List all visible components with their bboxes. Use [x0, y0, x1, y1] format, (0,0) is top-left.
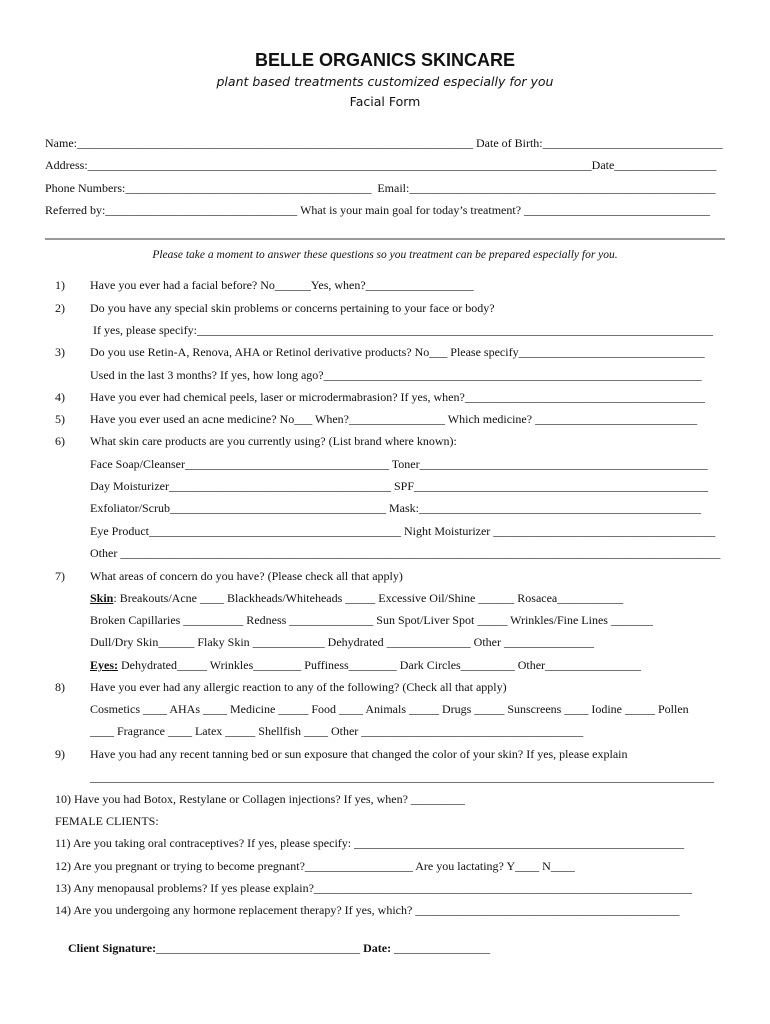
- q6-other[interactable]: Other ____________________________________________________________________________________________________: [90, 546, 721, 560]
- q5-number: 5): [55, 412, 65, 426]
- q4-peels[interactable]: Have you ever had chemical peels, laser or microdermabrasion? If yes, when?________________________________________: [90, 390, 705, 404]
- q2-number: 2): [55, 301, 65, 315]
- q6-exfoliator-mask[interactable]: Exfoliator/Scrub____________________________________ Mask:_______________________________________________: [90, 501, 701, 515]
- q7-concerns: What areas of concern do you have? (Please check all that apply): [90, 569, 403, 583]
- q2-skin-problems: Do you have any special skin problems or concerns pertaining to your face or body?: [90, 301, 495, 315]
- q8-number: 8): [55, 680, 65, 694]
- form-title: Facial Form: [349, 94, 421, 109]
- company-title: BELLE ORGANICS SKINCARE: [254, 50, 515, 70]
- q8-allergies: Have you ever had any allergic reaction to any of the following? (Check all that apply): [90, 680, 507, 694]
- signature-row[interactable]: [68, 941, 490, 955]
- q2-specify-field[interactable]: If yes, please specify:______________________________________________________________________________________: [90, 323, 713, 337]
- q3-how-long-field[interactable]: Used in the last 3 months? If yes, how long ago?_______________________________________________________________: [90, 368, 702, 382]
- q6-number: 6): [55, 434, 65, 448]
- q3-number: 3): [55, 345, 65, 359]
- female-clients-heading: FEMALE CLIENTS:: [55, 814, 159, 828]
- divider: [45, 238, 725, 240]
- referred-goal-fields[interactable]: Referred by:________________________________ What is your main goal for today’s treatment? _______________________________: [45, 203, 711, 217]
- phone-email-fields[interactable]: Phone Numbers:_________________________________________ Email:___________________________________________________: [45, 181, 716, 195]
- q7-skin-row-2[interactable]: Broken Capillaries __________ Redness ______________ Sun Spot/Liver Spot _____ Wrinkles/Fine Lines _______: [90, 613, 653, 627]
- q8-options-1[interactable]: Cosmetics ____ AHAs ____ Medicine _____ Food ____ Animals _____ Drugs _____ Sunscreens ____ Iodine _____ Pollen: [90, 702, 689, 716]
- address-date-fields[interactable]: Address:____________________________________________________________________________________Date_________________: [45, 158, 717, 172]
- instruction-note: Please take a moment to answer these questions so you treatment can be prepared especially for you.: [152, 249, 618, 261]
- q6-products: What skin care products are you currently using? (List brand where known):: [90, 434, 457, 448]
- signature-date-field[interactable]: ________________: [391, 941, 491, 955]
- eyes-options[interactable]: Dehydrated_____ Wrinkles________ Puffiness________ Dark Circles_________ Other________________: [118, 658, 642, 672]
- name-dob-fields[interactable]: Name:__________________________________________________________________ Date of Birth:______________________________: [45, 136, 723, 150]
- skin-label: Skin: [90, 591, 114, 605]
- q1-number: 1): [55, 278, 65, 292]
- q1-facial-before[interactable]: Have you ever had a facial before? No______Yes, when?__________________: [90, 278, 474, 292]
- q3-retinol[interactable]: Do you use Retin-A, Renova, AHA or Retinol derivative products? No___ Please specify_______________________________: [90, 345, 705, 359]
- q6-moisturizer-spf[interactable]: Day Moisturizer_____________________________________ SPF_________________________________________________: [90, 479, 708, 493]
- q9-tanning: Have you had any recent tanning bed or sun exposure that changed the color of your skin? If yes, please explain: [90, 747, 628, 761]
- q7-eyes-row[interactable]: [90, 658, 641, 672]
- q7-skin-row-1[interactable]: [90, 591, 623, 605]
- q11-contraceptives[interactable]: 11) Are you taking oral contraceptives? If yes, please specify: _______________________________________________________: [55, 836, 685, 850]
- q4-number: 4): [55, 390, 65, 404]
- q5-acne-medicine[interactable]: Have you ever used an acne medicine? No___ When?________________ Which medicine? ___________________________: [90, 412, 698, 426]
- q7-number: 7): [55, 569, 65, 583]
- eyes-label: Eyes:: [90, 658, 118, 672]
- q6-eye-night[interactable]: Eye Product__________________________________________ Night Moisturizer _____________________________________: [90, 524, 716, 538]
- signature-label: Client Signature:: [68, 941, 157, 955]
- q9-number: 9): [55, 747, 65, 761]
- q14-hormone-therapy[interactable]: 14) Are you undergoing any hormone replacement therapy? If yes, which? ____________________________________________: [55, 903, 680, 917]
- skin-options-1[interactable]: : Breakouts/Acne ____ Blackheads/Whiteheads _____ Excessive Oil/Shine ______ Rosacea___________: [113, 591, 624, 605]
- tagline: plant based treatments customized especially for you: [216, 74, 554, 89]
- q7-skin-row-3[interactable]: Dull/Dry Skin______ Flaky Skin ____________ Dehydrated ______________ Other _______________: [90, 635, 594, 649]
- q10-botox[interactable]: 10) Have you had Botox, Restylane or Collagen injections? If yes, when? _________: [55, 792, 465, 806]
- q6-cleanser-toner[interactable]: Face Soap/Cleanser__________________________________ Toner________________________________________________: [90, 457, 708, 471]
- q13-menopausal[interactable]: 13) Any menopausal problems? If yes please explain?_______________________________________________________________: [55, 881, 692, 895]
- q9-explain-field[interactable]: ________________________________________________________________________________________________________: [90, 770, 714, 784]
- signature-field[interactable]: __________________________________: [156, 941, 364, 955]
- signature-date-label: Date:: [363, 941, 392, 955]
- q12-pregnant[interactable]: 12) Are you pregnant or trying to become pregnant?__________________ Are you lactating? Y____ N____: [55, 859, 575, 873]
- q8-options-2[interactable]: ____ Fragrance ____ Latex _____ Shellfish ____ Other _____________________________________: [90, 724, 584, 738]
